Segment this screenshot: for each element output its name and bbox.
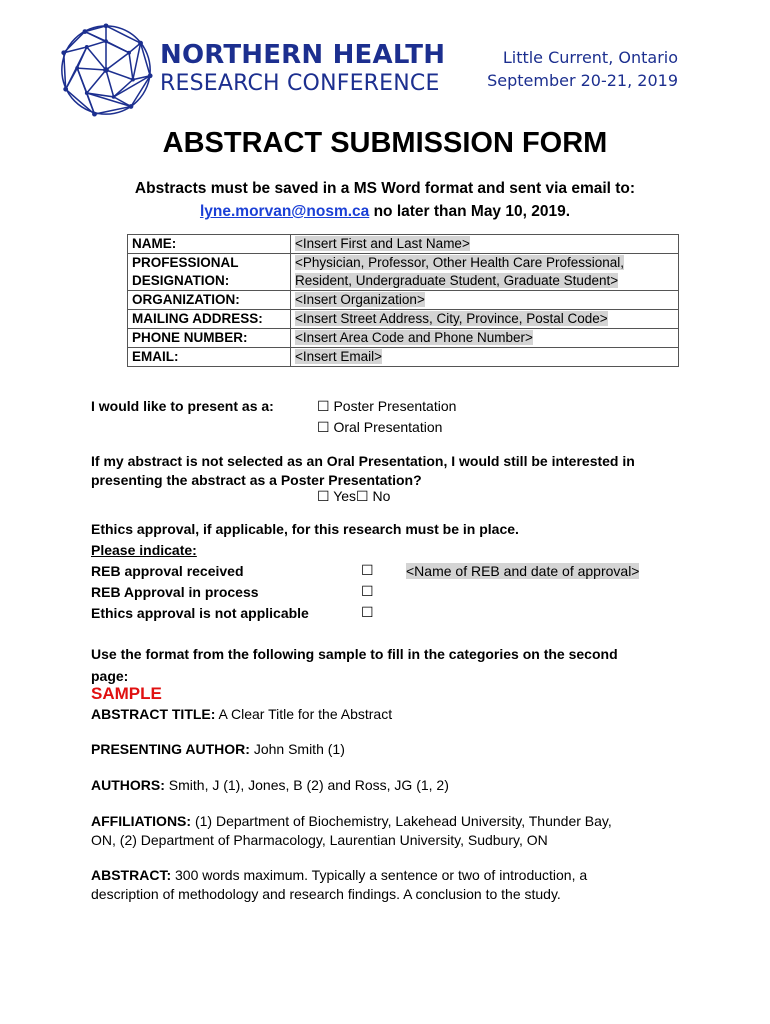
table-row [128,235,679,254]
affiliations-value-line2: ON, (2) Department of Pharmacology, Laurentian University, Sudbury, ON [91,832,548,848]
reb-received-checkbox-icon[interactable]: ☐ [361,563,374,579]
sample-abstract-title [91,705,392,724]
designation-field-line1[interactable]: <Physician, Professor, Other Health Care Professional, [295,255,625,270]
instructions-line1: Abstracts must be saved in a MS Word format and sent via email to: [134,180,636,197]
poster-option[interactable] [317,397,456,417]
affiliations-value-line1: (1) Department of Biochemistry, Lakehead University, Thunder Bay, [191,813,612,829]
event-location: Little Current, Ontario [502,48,678,67]
instructions-line2 [0,200,770,223]
please-indicate: Please indicate: [91,542,197,558]
form-title: ABSTRACT SUBMISSION FORM [162,127,608,159]
submission-instructions [0,177,770,223]
question-line1: If my abstract is not selected as an Oral Presentation, I would still be interested in [91,453,635,469]
designation-label: PROFESSIONAL DESIGNATION: [128,254,291,291]
sample-presenting-author [91,740,345,759]
oral-checkbox-icon[interactable]: ☐ [317,420,330,436]
presenting-author-value: John Smith (1) [249,741,345,757]
poster-option-label: Poster Presentation [333,398,457,414]
ethics-not-applicable-checkbox-icon[interactable]: ☐ [361,605,374,621]
sample-abstract [91,866,587,904]
reb-name-field[interactable] [406,562,639,581]
phone-field[interactable]: <Insert Area Code and Phone Number> [295,330,533,345]
designation-value-cell [291,254,679,291]
sample-intro-line2: page: [91,668,129,684]
designation-field-line2[interactable]: Resident, Undergraduate Student, Graduate Student> [295,273,619,288]
table-row [128,310,679,329]
organization-field[interactable]: <Insert Organization> [295,292,425,307]
sample-intro-line1: Use the format from the following sample to fill in the categories on the second [91,646,618,662]
event-dates: September 20-21, 2019 [487,71,678,90]
authors-label: AUTHORS: [91,777,165,793]
oral-option-label: Oral Presentation [333,419,443,435]
email-field[interactable]: <Insert Email> [295,349,383,364]
deadline-text: no later than May 10, 2019. [369,203,571,220]
abstract-label: ABSTRACT: [91,867,172,883]
abstract-value-line1: 300 words maximum. Typically a sentence or two of introduction, a [171,867,588,883]
sample-affiliations [91,812,612,850]
ethics-not-applicable-label: Ethics approval is not applicable [91,605,309,621]
mailing-address-label: MAILING ADDRESS: [128,310,291,329]
sample-intro [91,643,618,687]
abstract-title-value: A Clear Title for the Abstract [215,706,393,722]
conference-logo-icon [58,22,154,118]
mailing-address-value-cell [291,310,679,329]
sample-heading: SAMPLE [91,684,162,703]
no-checkbox-icon[interactable]: ☐ [356,489,369,505]
affiliations-label: AFFILIATIONS: [91,813,192,829]
conference-name [160,42,445,95]
authors-value: Smith, J (1), Jones, B (2) and Ross, JG (1, 2) [164,777,449,793]
email-link[interactable]: lyne.morvan@nosm.ca [199,203,370,220]
name-field[interactable]: <Insert First and Last Name> [295,236,470,251]
abstract-line1 [91,866,587,885]
phone-label: PHONE NUMBER: [128,329,291,348]
reb-received-label: REB approval received [91,563,244,579]
name-value-cell [291,235,679,254]
abstract-title-label: ABSTRACT TITLE: [91,706,216,722]
email-value-cell [291,348,679,367]
conference-name-line1: NORTHERN HEALTH [160,40,446,70]
conference-name-line2: RESEARCH CONFERENCE [160,71,440,96]
presenting-author-label: PRESENTING AUTHOR: [91,741,250,757]
reb-in-process-checkbox-icon[interactable]: ☐ [361,584,374,600]
yes-label: Yes [333,488,357,504]
table-row [128,291,679,310]
reb-in-process-label: REB Approval in process [91,584,259,600]
yes-no-options [317,487,390,507]
question-line2: presenting the abstract as a Poster Presentation? [91,472,422,488]
affiliations-line1 [91,812,612,831]
mailing-address-field[interactable]: <Insert Street Address, City, Province, Postal Code> [295,311,608,326]
poster-fallback-question [91,452,635,490]
sample-authors [91,776,449,795]
table-row [128,348,679,367]
organization-label: ORGANIZATION: [128,291,291,310]
contact-info-table [127,234,679,367]
yes-checkbox-icon[interactable]: ☐ [317,489,330,505]
no-label: No [372,488,391,504]
organization-value-cell [291,291,679,310]
email-label: EMAIL: [128,348,291,367]
table-row [128,329,679,348]
abstract-value-line2: description of methodology and research findings. A conclusion to the study. [91,886,561,902]
poster-checkbox-icon[interactable]: ☐ [317,399,330,415]
reb-name-placeholder: <Name of REB and date of approval> [406,563,640,579]
table-row [128,254,679,291]
phone-value-cell [291,329,679,348]
presentation-type-label: I would like to present as a: [91,398,274,414]
event-info [487,46,678,92]
oral-option[interactable] [317,418,442,438]
ethics-intro: Ethics approval, if applicable, for this research must be in place. [91,521,519,537]
name-label: NAME: [128,235,291,254]
